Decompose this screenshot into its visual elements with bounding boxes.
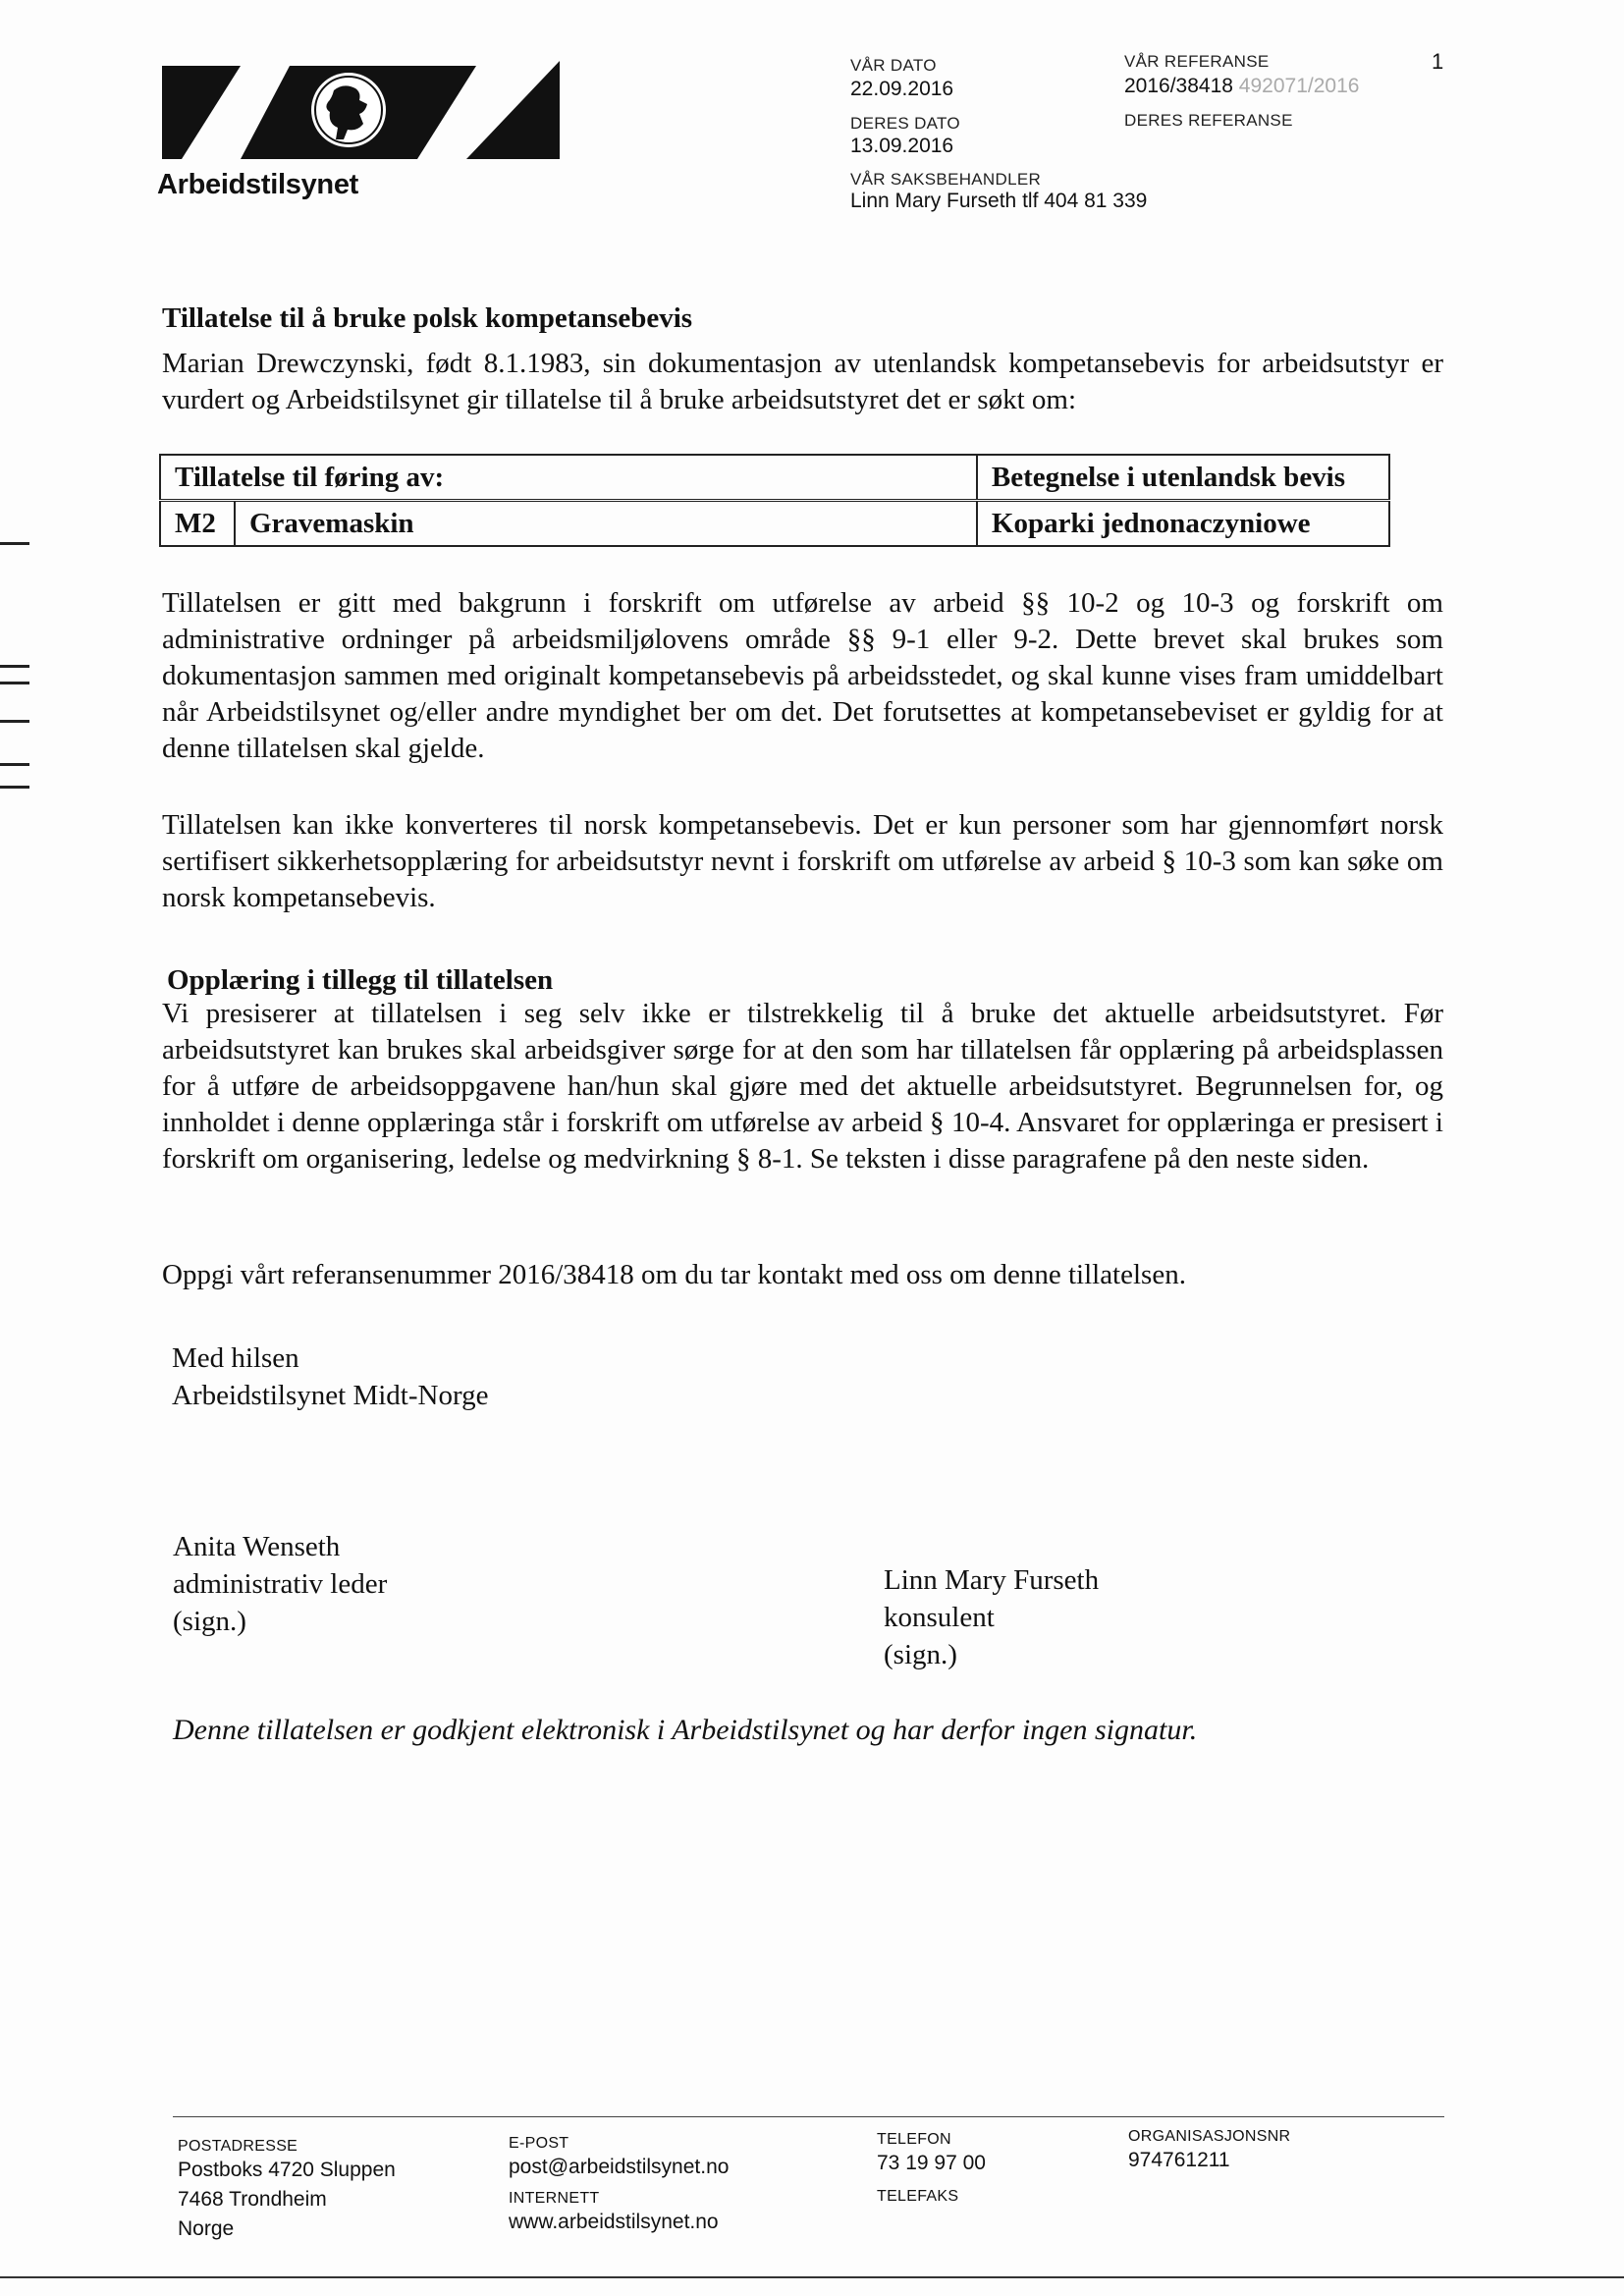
orgnr: 974761211	[1128, 2149, 1230, 2171]
scan-edge-mark	[0, 542, 29, 545]
signature-right	[884, 1561, 1099, 1673]
signer-left-title: administrativ leder	[173, 1568, 388, 1600]
table-header-row	[160, 455, 1389, 501]
deres-referanse-label: DERES REFERANSE	[1124, 111, 1293, 130]
paragraph-legal-basis: Tillatelsen er gitt med bakgrunn i forskrift om utførelse av arbeid §§ 10-2 og 10-3 og forskrift om administrative ordninger på arbeidsmiljølovens område §§ 9-1 eller 9-2. Dette brevet skal brukes som dokumentasjon sammen med originalt kompetansebevis på arbeidsstedet, og skal kunne vises fram umiddelbart når Arbeidstilsynet og/eller andre myndighet ber om det. Det forutsettes at kompetansebeviset er gyldig for at denne tillatelsen skal gjelde.	[162, 587, 1443, 764]
telefon: 73 19 97 00	[877, 2152, 986, 2174]
var-dato: 22.09.2016	[850, 78, 954, 100]
equipment-code: M2	[160, 501, 235, 547]
org-name: Arbeidstilsynet	[157, 169, 358, 200]
internett-link[interactable]: www.arbeidstilsynet.no	[509, 2211, 719, 2233]
scan-edge-mark	[0, 682, 29, 684]
postadresse-line2: 7468 Trondheim	[178, 2188, 327, 2211]
section-heading-training: Opplæring i tillegg til tillatelsen	[167, 964, 554, 996]
scan-edge-mark	[0, 665, 29, 668]
var-referanse	[1124, 75, 1359, 98]
signer-left-name: Anita Wenseth	[173, 1531, 341, 1562]
permit-table	[159, 454, 1390, 547]
signer-left-sign: (sign.)	[173, 1606, 246, 1637]
electronic-approval-note: Denne tillatelsen er godkjent elektronisk i Arbeidstilsynet og har derfor ingen signatur.	[173, 1714, 1198, 1746]
internett-label: INTERNETT	[509, 2190, 600, 2207]
scan-edge-mark	[0, 763, 29, 766]
telefon-label: TELEFON	[877, 2131, 951, 2148]
arbeidstilsynet-logo	[162, 61, 565, 164]
paragraph-reference: Oppgi vårt referansenummer 2016/38418 om du tar kontakt med oss om denne tillatelsen.	[162, 1259, 1186, 1290]
page-number: 1	[1432, 49, 1444, 74]
postadresse	[178, 2156, 396, 2244]
signer-right-name: Linn Mary Furseth	[884, 1564, 1100, 1596]
telefaks-label: TELEFAKS	[877, 2188, 959, 2205]
closing-greeting: Med hilsen	[172, 1342, 299, 1374]
epost-label: E-POST	[509, 2135, 569, 2152]
closing-org: Arbeidstilsynet Midt-Norge	[172, 1380, 489, 1411]
equipment-name: Gravemaskin	[235, 501, 977, 547]
paragraph-conversion: Tillatelsen kan ikke konverteres til norsk kompetansebevis. Det er kun personer som har gjennomført norsk sertifisert sikkerhetsopplæring for arbeidsutstyr nevnt i forskrift om utførelse av arbeid § 10-3 som kan søke om norsk kompetansebevis.	[162, 809, 1443, 913]
orgnr-label: ORGANISASJONSNR	[1128, 2128, 1291, 2145]
var-referanse-extra: 492071/2016	[1238, 75, 1360, 97]
signature-left	[173, 1528, 387, 1640]
var-referanse-label: VÅR REFERANSE	[1124, 52, 1270, 71]
postadresse-line1: Postboks 4720 Sluppen	[178, 2159, 396, 2181]
letter-title: Tillatelse til å bruke polsk kompetansebevis	[162, 302, 693, 334]
var-referanse-number: 2016/38418	[1124, 75, 1233, 97]
epost-link[interactable]: post@arbeidstilsynet.no	[509, 2156, 730, 2178]
footer-divider	[173, 2116, 1444, 2117]
table-header-col2: Betegnelse i utenlandsk bevis	[977, 455, 1389, 501]
saksbehandler: Linn Mary Furseth tlf 404 81 339	[850, 190, 1148, 212]
var-dato-label: VÅR DATO	[850, 56, 937, 75]
table-row	[160, 501, 1389, 547]
signer-right-sign: (sign.)	[884, 1639, 957, 1670]
deres-dato: 13.09.2016	[850, 135, 954, 157]
intro-paragraph: Marian Drewczynski, født 8.1.1983, sin dokumentasjon av utenlandsk kompetansebevis for arbeidsutstyr er vurdert og Arbeidstilsynet gir tillatelse til å bruke arbeidsutstyret det er søkt om:	[162, 348, 1443, 415]
saksbehandler-label: VÅR SAKSBEHANDLER	[850, 170, 1042, 189]
postadresse-label: POSTADRESSE	[178, 2138, 298, 2155]
deres-dato-label: DERES DATO	[850, 114, 960, 133]
postadresse-line3: Norge	[178, 2217, 235, 2240]
signer-right-title: konsulent	[884, 1602, 995, 1633]
scan-edge-mark	[0, 786, 29, 789]
paragraph-training: Vi presiserer at tillatelsen i seg selv ikke er tilstrekkelig til å bruke det aktuelle arbeidsutstyret. Før arbeidsutstyret kan brukes skal arbeidsgiver sørge for at den som har tillatelsen får opplæring på arbeidsplassen for å utføre de arbeidsoppgavene han/hun skal gjøre med det aktuelle arbeidsutstyret. Begrunnelsen for, og innholdet i denne opplæringa står i forskrift om utførelse av arbeid § 10-4. Ansvaret for opplæringa er presisert i forskrift om organisering, ledelse og medvirkning § 8-1. Se teksten i disse paragrafene på den neste siden.	[162, 998, 1443, 1175]
table-header-col1: Tillatelse til føring av:	[160, 455, 977, 501]
scan-bottom-edge	[0, 2276, 1624, 2278]
scan-edge-mark	[0, 720, 29, 723]
foreign-name: Koparki jednonaczyniowe	[977, 501, 1389, 547]
